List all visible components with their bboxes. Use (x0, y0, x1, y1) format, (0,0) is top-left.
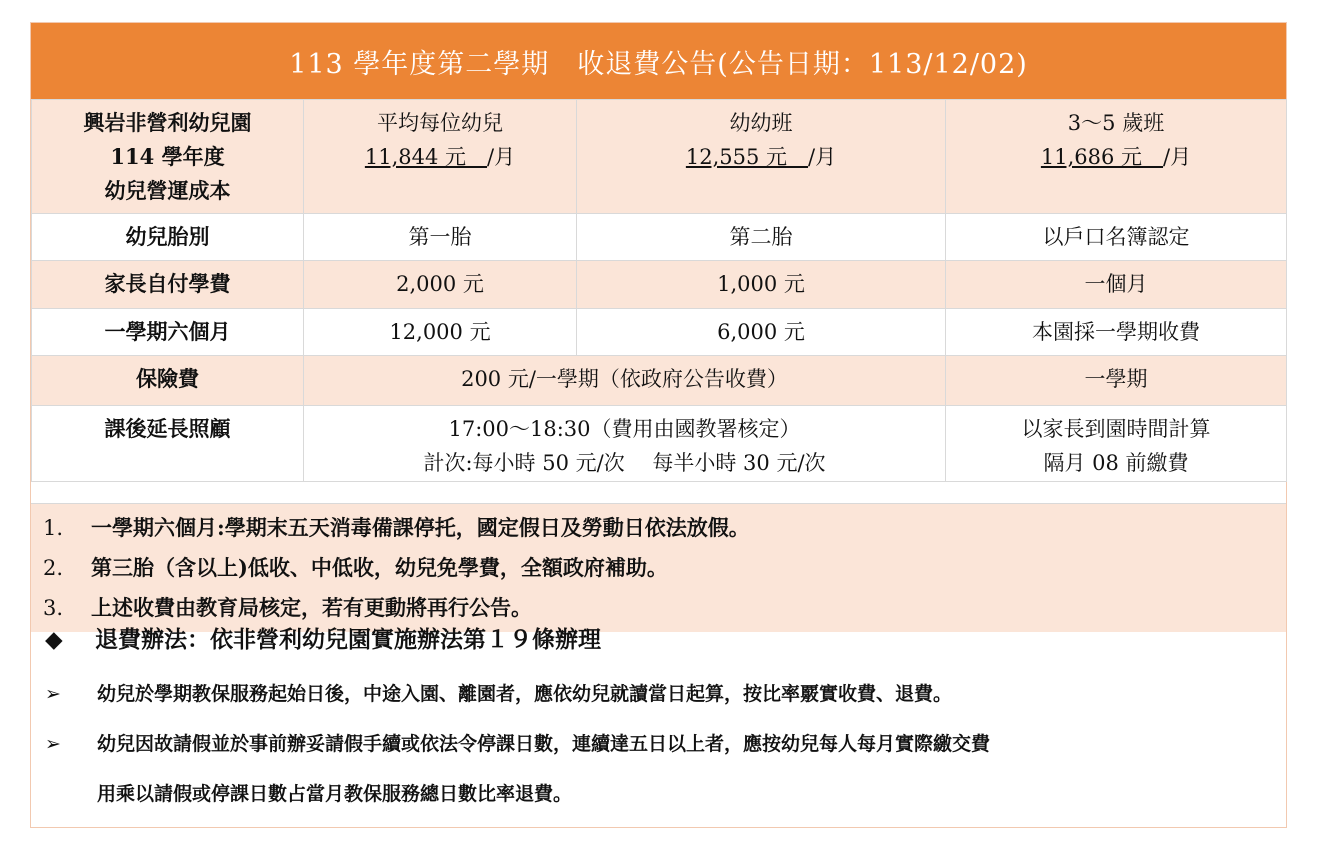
cost-label-line: 幼兒營運成本 (104, 178, 231, 203)
table-cell: 以戶口名簿認定 (946, 214, 1287, 261)
cost-label-cell (32, 100, 304, 214)
row-label: 課後延長照顧 (32, 406, 304, 482)
row-label: 幼兒胎別 (32, 214, 304, 261)
table-cell: 一學期 (946, 356, 1287, 406)
cost-col-label: 平均每位幼兒 (377, 111, 503, 135)
after-care-row (32, 406, 1287, 482)
list-item: 1. 一學期六個月:學期末五天消毒備課停托，國定假日及勞動日依法放假。 (43, 515, 750, 540)
billing-line: 隔月 08 前繳費 (1043, 451, 1189, 475)
after-care-billing (946, 406, 1287, 482)
cost-unit: /月 (487, 145, 516, 169)
after-care-hours: 17:00～18:30（費用由國教署核定） (448, 417, 801, 441)
after-care-rates: 計次:每小時 50 元/次 每半小時 30 元/次 (423, 451, 826, 475)
table-cell: 一個月 (946, 261, 1287, 309)
list-item: 3. 上述收費由教育局核定，若有更動將再行公告。 (43, 595, 532, 620)
announcement-frame (30, 22, 1287, 828)
insurance-value: 200 元/一學期（依政府公告收費） (304, 356, 946, 406)
cost-label-line: 114 學年度 (110, 144, 225, 169)
cost-amount: 11,686 元 (1040, 145, 1164, 169)
cost-unit: /月 (808, 145, 837, 169)
notes-section (31, 503, 1286, 632)
announcement-title: 113 學年度第二學期 收退費公告(公告日期：113/12/02) (31, 23, 1286, 99)
cost-amount: 11,844 元 (364, 145, 488, 169)
cost-cell-3-5 (946, 100, 1287, 214)
billing-line: 以家長到園時間計算 (1021, 417, 1211, 441)
cost-row (32, 100, 1287, 214)
table-row (32, 214, 1287, 261)
row-label: 家長自付學費 (32, 261, 304, 309)
diamond-bullet-icon: ◆ (45, 627, 63, 653)
refund-item: ➢ 幼兒於學期教保服務起始日後，中途入園、離園者，應依幼兒就讀當日起算，按比率覈實收費、退費。 (45, 683, 953, 705)
table-row (32, 261, 1287, 309)
after-care-detail (304, 406, 946, 482)
refund-item-continued: 用乘以請假或停課日數占當月教保服務總日數比率退費。 (97, 783, 573, 805)
table-cell: 12,000 元 (304, 309, 577, 356)
list-item: 2. 第三胎（含以上)低收、中低收，幼兒免學費，全額政府補助。 (43, 555, 668, 580)
insurance-row (32, 356, 1287, 406)
arrow-bullet-icon: ➢ (45, 733, 61, 755)
arrow-bullet-icon: ➢ (45, 683, 61, 705)
cost-cell-toddler (577, 100, 946, 214)
refund-item: ➢ 幼兒因故請假並於事前辦妥請假手續或依法令停課日數，連續達五日以上者，應按幼兒每人每月實際繳交費 (45, 733, 991, 755)
cost-col-label: 3～5 歲班 (1067, 111, 1165, 135)
table-cell: 第一胎 (304, 214, 577, 261)
table-cell: 2,000 元 (304, 261, 577, 309)
refund-heading: ◆ 退費辦法：依非營利幼兒園實施辦法第１９條辦理 (45, 626, 601, 653)
table-cell: 第二胎 (577, 214, 946, 261)
row-label: 一學期六個月 (32, 309, 304, 356)
fee-table (31, 99, 1287, 482)
table-cell: 本園採一學期收費 (946, 309, 1287, 356)
cost-unit: /月 (1163, 145, 1192, 169)
cost-amount: 12,555 元 (685, 145, 809, 169)
cost-col-label: 幼幼班 (729, 111, 793, 135)
cost-label-line: 興岩非營利幼兒園 (83, 110, 252, 135)
row-label: 保險費 (32, 356, 304, 406)
table-cell: 1,000 元 (577, 261, 946, 309)
cost-cell-average (304, 100, 577, 214)
table-cell: 6,000 元 (577, 309, 946, 356)
table-row (32, 309, 1287, 356)
